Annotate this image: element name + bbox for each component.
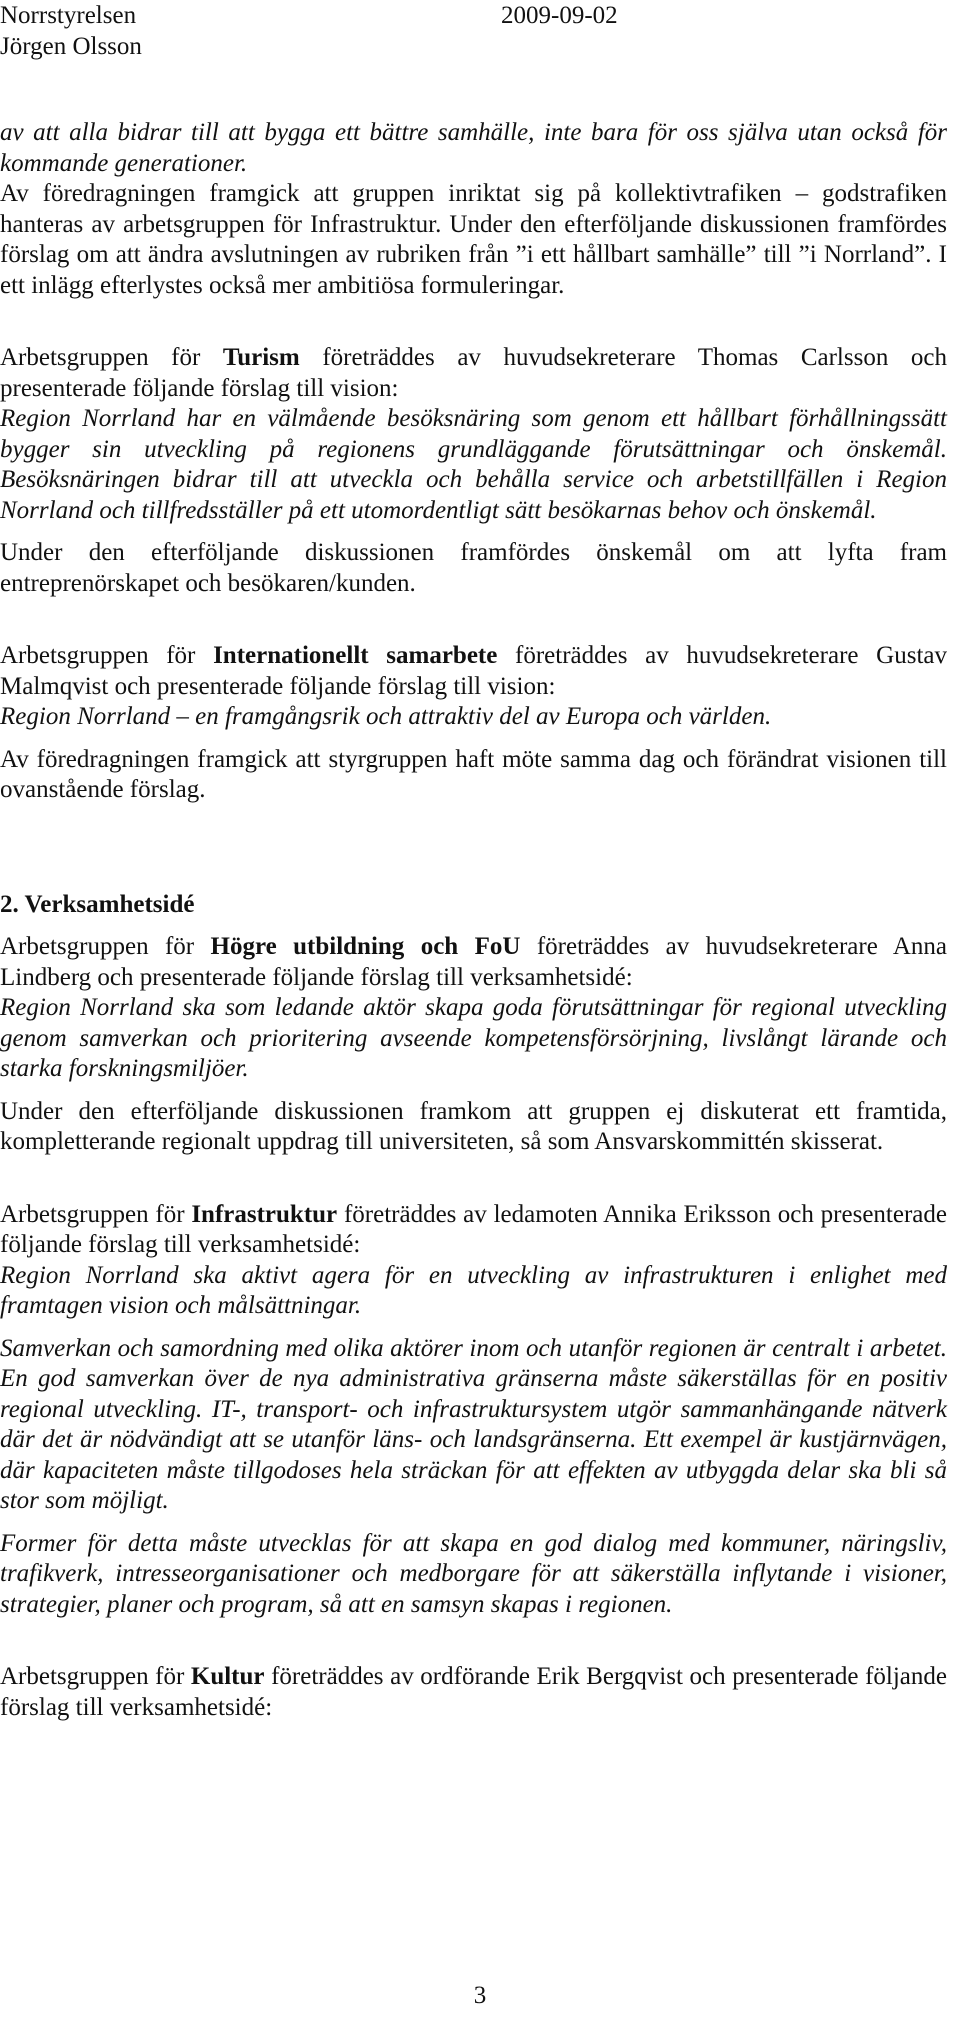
page-header-right: [501, 0, 618, 31]
turism-intro-pre: Arbetsgruppen för: [0, 344, 223, 371]
header-date: 2009-09-02: [501, 2, 618, 29]
higher-education-intro-pre: Arbetsgruppen för: [0, 933, 211, 960]
international-intro-pre: Arbetsgruppen för: [0, 642, 214, 669]
header-author: Jörgen Olsson: [0, 33, 142, 60]
infrastructure-intro-pre: Arbetsgruppen för: [0, 1200, 192, 1228]
paragraph-infrastructure-idea-2: Samverkan och samordning med olika aktörer inom och utanför regionen är centralt i arbetet. En god samverkan över de nya administrativa gränserna måste säkerställas för en positiv regional utveckling. IT-, transport- och infrastruktursystem utgör sammanhängande nätverk där det är nödvändigt att se utanför läns- och landsgränserna. Ett exempel är kustjärnvägen, där kapaciteten måste tillgodoses hela sträckan för att effekten av utbyggda delar ska bli så stor som möjligt.: [0, 1334, 947, 1514]
turism-group-name: Turism: [222, 344, 300, 371]
paragraph-intro-continuation: av att alla bidrar till att bygga ett bättre samhälle, inte bara för oss själva utan också för kommande generationer.: [0, 119, 947, 177]
paragraph-international-intro: [0, 641, 947, 702]
higher-education-group-name: Högre utbildning och FoU: [210, 933, 521, 960]
paragraph-kollektivtrafik-discussion: Av föredragningen framgick att gruppen inriktat sig på kollektivtrafiken – godstrafiken hanteras av arbetsgruppen för Infrastruktur. Under den efterföljande diskussionen framfördes förslag om att ändra avslutningen av rubriken från ”i ett hållbart samhälle” till ”i Norrland”. I ett inlägg efterlystes också mer ambitiösa formuleringar.: [0, 180, 947, 299]
international-intro-post: företräddes av huvudsekreterare Gustav Malmqvist och presenterade följande förslag till vision:: [0, 642, 947, 700]
culture-intro-post: företräddes av ordförande Erik Bergqvist och presenterade följande förslag till verksamhetsidé:: [0, 1663, 947, 1721]
paragraph-infrastructure-idea-1: Region Norrland ska aktivt agera för en utveckling av infrastrukturen i enlighet med framtagen vision och målsättningar.: [0, 1261, 947, 1319]
paragraph-higher-education-idea: Region Norrland ska som ledande aktör skapa goda förutsättningar för regional utveckling genom samverkan och prioritering avseende kompetensförsörjning, livslångt lärande och starka forskningsmiljöer.: [0, 994, 947, 1082]
international-group-name: Internationellt samarbete: [213, 642, 498, 669]
paragraph-infrastructure-intro: [0, 1200, 947, 1261]
paragraph-culture-intro: [0, 1662, 947, 1723]
culture-intro-pre: Arbetsgruppen för: [0, 1663, 191, 1690]
paragraph-international-discussion: Av föredragningen framgick att styrgruppen haft möte samma dag och förändrat visionen till ovanstående förslag.: [0, 745, 947, 803]
infrastructure-group-name: Infrastruktur: [191, 1200, 338, 1228]
page-header-left: [0, 0, 142, 62]
paragraph-infrastructure-idea-3: Former för detta måste utvecklas för att skapa en god dialog med kommuner, näringsliv, trafikverk, intresseorganisationer och medborgare för att säkerställa inflytande i visioner, strategier, planer och program, så att en samsyn skapas i regionen.: [0, 1529, 947, 1618]
turism-intro-post: företräddes av huvudsekreterare Thomas Carlsson och presenterade följande förslag till vision:: [0, 344, 947, 402]
paragraph-turism-intro: [0, 343, 947, 404]
header-organization: Norrstyrelsen: [0, 2, 137, 29]
page-number: 3: [473, 1982, 487, 2009]
section-heading: 2. Verksamhetsidé: [0, 890, 195, 918]
paragraph-higher-education-discussion: Under den efterföljande diskussionen framkom att gruppen ej diskuterat ett framtida, kompletterande regionalt uppdrag till universiteten, så som Ansvarskommittén skisserat.: [0, 1097, 947, 1155]
paragraph-higher-education-intro: [0, 932, 947, 993]
culture-group-name: Kultur: [190, 1663, 265, 1690]
infrastructure-intro-post: företräddes av ledamoten Annika Eriksson och presenterade följande förslag till verksamhetsidé:: [0, 1200, 947, 1258]
paragraph-international-vision: Region Norrland – en framgångsrik och attraktiv del av Europa och världen.: [0, 703, 772, 730]
higher-education-intro-post: företräddes av huvudsekreterare Anna Lindberg och presenterade följande förslag till verksamhetsidé:: [0, 933, 947, 991]
paragraph-turism-discussion: Under den efterföljande diskussionen framfördes önskemål om att lyfta fram entreprenörskapet och besökaren/kunden.: [0, 539, 947, 597]
paragraph-turism-vision: Region Norrland har en välmående besöksnäring som genom ett hållbart förhållningssätt bygger sin utveckling på regionens grundläggande förutsättningar och önskemål. Besöksnäringen bidrar till att utveckla och behålla service och arbetstillfällen i Region Norrland och tillfredsställer på ett utomordentligt sätt besökarnas behov och önskemål.: [0, 405, 947, 524]
document-body: [0, 118, 947, 1723]
